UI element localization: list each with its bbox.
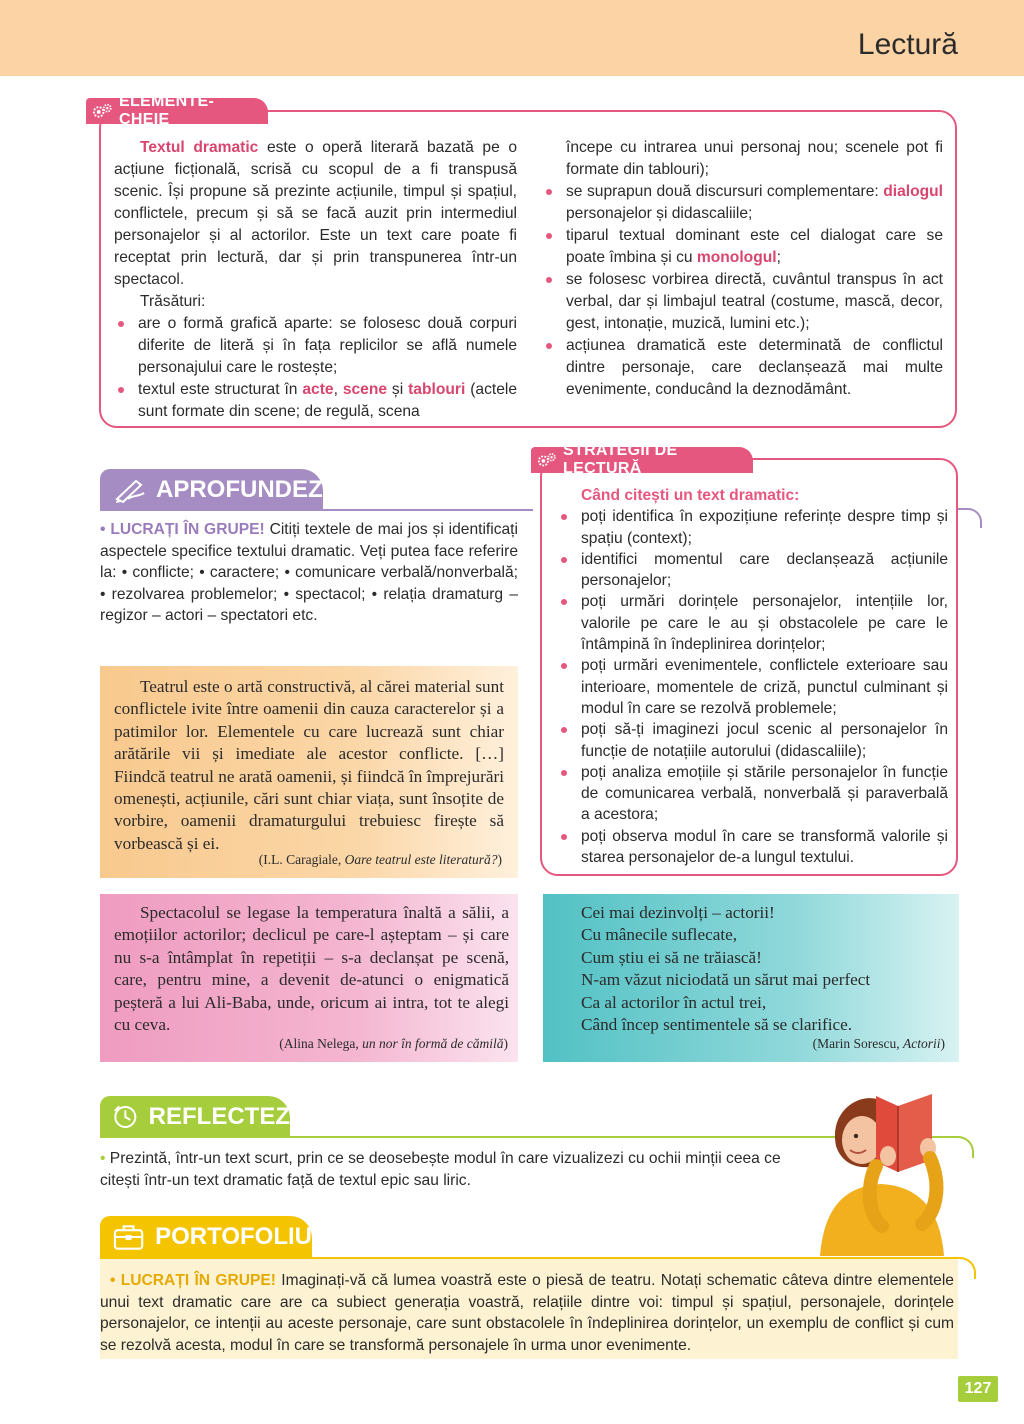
poem-line: Cum știu ei să ne trăiască! [581,947,762,967]
list-item: poți analiza emoțiile și stările personajelor în funcție de comunicarea verbală, nonverbală și paraverbală a acestora; [557,762,948,826]
list-item: acțiunea dramatică este determinată de conflictul dintre personaje, care declanșează mai multe evenimente, conducând la deznodământ. [542,335,943,401]
aprofundez-task [100,519,518,627]
quote-caragiale-panel [100,666,518,878]
quote-sorescu-panel [543,894,959,1062]
briefcase-icon [112,1222,145,1252]
bullet: • [110,1272,116,1289]
clock-icon [112,1101,139,1133]
aprofundez-rule [323,509,533,511]
bullet: • [100,1150,106,1167]
poem-line: Cei mai dezinvolți – actorii! [581,903,775,922]
task-text: Citiți textele de mai jos și identificați aspectele specifice textului dramatic. Veți putea face referire la: • conflicte; • caractere; • comunicare verbală/nonverbală; • rezolvarea problemelor; • spectacol; • relația dramaturg – regizor – actori – spectatori etc. [100,521,518,625]
poem-line: Ca al actorilor în actul trei, [581,992,767,1012]
strategii-tab [531,442,753,477]
quote-caragiale-text: Teatrul este o artă constructivă, al cărei material sunt conflictele ivite între oamenii din cauza caracterelor și a patimilor lor. Elementele cu care lucrează sunt chiar arătările vii și imediate ale acestor conflicte. […] Fiindcă teatrul ne arată oamenii, și fiindcă în împrejurări omenești, acțiunile, cări sunt chiar viața, sunt însoțite de vorbire, oamenii dramaturgului trebuiesc firește să vorbească și ei. [114,677,504,853]
quote-sorescu-source: (Marin Sorescu, Actorii) [812,1036,945,1051]
strategii-list [557,485,948,868]
list-item: textul este structurat în acte, scene și tablouri (actele sunt formate din scene; de regulă, scena [114,379,517,423]
elemente-cheie-tab [86,93,268,128]
poem-line: N-am văzut niciodată un sărut mai perfect [581,970,871,990]
list-item: poți să-ți imaginezi jocul scenic al personajelor în funcție de notațiile autorului (didascaliile); [557,719,948,762]
task-lead: LUCRAȚI ÎN GRUPE! [110,521,265,538]
writing-hand-icon [114,477,148,503]
portofoliu-label: PORTOFOLIU [155,1223,312,1250]
portofoliu-tab [100,1216,312,1258]
reflectez-tab [100,1096,290,1138]
list-item: poți observa modul în care se transformă valorile și starea personajelor de-a lungul textului. [557,826,948,869]
aprofundez-tab [100,469,323,511]
definition-paragraph: Textul dramatic este o operă literară bazată pe o acțiune ficțională, scrisă cu scopul de a fi transpusă scenic. Își propune să prezinte acțiunile, timpul și spațiul, conflictele, precum și să se facă auzit prin intermediul personajelor și al actorilor. Este un text care poate fi receptat prin lectură, dar și prin transpunerea într-un spectacol. [114,139,517,288]
strategii-heading: Când citești un text dramatic: [581,487,800,504]
quote-nelega-text: Spectacolul se legase la temperatura înaltă a sălii, a emoțiilor actorilor; declicul pe care-l așteptam – și care nu s-a întâmplat în repetiții – s-a declanșat pe scenă, care, pentru mine, a devenit de-atunci o enigmatică peșteră a lui Ali-Baba, unde, oricum ai intra, tot te alegi cu ceva. [114,903,509,1035]
girl-reading-illustration [806,1086,956,1256]
portofoliu-task [100,1270,954,1356]
reflectez-label: REFLECTEZ [148,1103,290,1130]
quote-sorescu-poem [581,902,951,1036]
elemente-cheie-label: ELEMENTE-CHEIE [119,93,215,128]
strategii-label: STRATEGII DE LECTURĂ [563,442,678,477]
list-item: se folosesc vorbirea directă, cuvântul transpus în act verbal, dar și limbajul teatral (costume, mască, decor, gest, intonație, muzică, lumini etc.); [542,269,943,335]
aprofundez-label: APROFUNDEZ [156,476,323,503]
page-number: 127 [958,1376,998,1402]
page-title: Lectură [857,28,958,61]
list-item: poți identifica în expozițiune referințe despre timp și spațiu (context); [557,506,948,549]
list-continuation: începe cu intrarea unui personaj nou; scenele pot fi formate din tablouri); [566,139,943,178]
list-item: identifici momentul care declanșează acțiunile personajelor; [557,549,948,592]
task-lead: LUCRAȚI ÎN GRUPE! [120,1272,276,1289]
quote-nelega-panel [100,894,518,1062]
bullet: • [100,521,106,538]
elemente-cheie-left-column [114,137,517,423]
gears-icon [92,102,113,120]
gears-icon [537,451,557,469]
trasaturi-label: Trăsături: [140,293,206,310]
list-item: are o formă grafică aparte: se folosesc două corpuri diferite de literă și în fața replicilor se află numele personajului care le rostește; [114,313,517,379]
reflectez-task [100,1148,790,1192]
task-text: Prezintă, într-un text scurt, prin ce se deosebește modul în care vizualizezi cu ochii minții ceea ce citești într-un text dramatic față de textul epic sau liric. [100,1150,781,1189]
quote-caragiale-source: (I.L. Caragiale, Oare teatrul este literatură?) [258,852,502,867]
poem-line: Când încep sentimentele să se clarifice. [581,1015,853,1035]
list-item: poți urmări evenimentele, conflictele exterioare sau interioare, momentele de criză, punctul culminant și modul în care se rezolvă problemele; [557,655,948,719]
list-item: se suprapun două discursuri complementare: dialogul personajelor și didascaliile; [542,181,943,225]
quote-nelega-source: (Alina Nelega, un nor în formă de cămilă) [279,1036,508,1051]
aprofundez-rule-curl [958,508,982,528]
list-item: poți urmări dorințele personajelor, intențiile lor, valorile pe care le au și obstacolele pe care le întâmpină în îndeplinirea dorințelor; [557,591,948,655]
task-text: Imaginați-vă că lumea voastră este o piesă de teatru. Notați schematic câteva dintre elementele unui text dramatic care are ca subiect generația voastră, relațiile dintre voi: timpul și spațiul, personajele, dorințele personajelor, ce intenții au aceste personaje, care sunt obstacolele în îndeplinirea dorințelor, un exemplu de conflict și cum se rezolvă acesta, modul în care se transformă personajele în urma unor evenimente. [100,1272,954,1354]
list-item: tiparul textual dominant este cel dialogat care se poate îmbina și cu monologul; [542,225,943,269]
poem-line: Cu mânecile suflecate, [581,925,738,945]
elemente-cheie-right-column [542,137,943,401]
